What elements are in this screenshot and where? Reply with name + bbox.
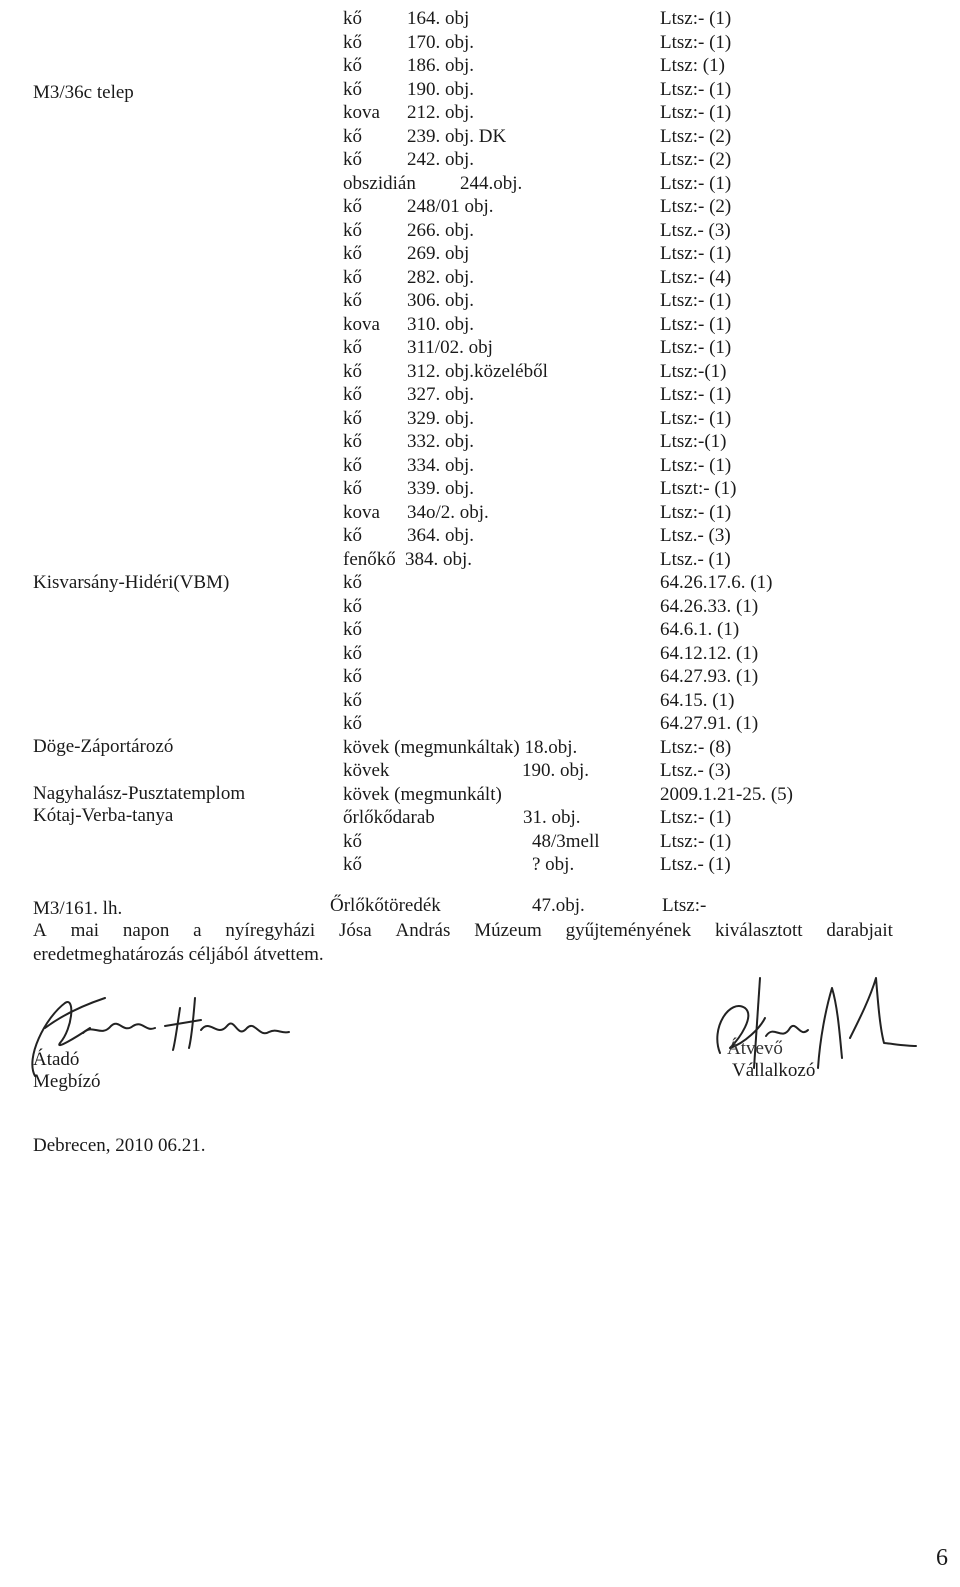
- row-material: kő: [343, 619, 362, 640]
- right-signature-role-1: Átvevő: [727, 1038, 783, 1059]
- row-inventory-code: Ltsz:- (4): [660, 267, 732, 288]
- row-material: kova: [343, 502, 380, 523]
- row-inventory-code: Ltsz:- (1): [660, 314, 732, 335]
- right-signature-role-2: Vállalkozó: [732, 1060, 816, 1081]
- row-inventory-code: Ltsz:- (1): [660, 8, 732, 29]
- row-inventory-code: Ltsz:- (2): [660, 126, 732, 147]
- row-object-number: 239. obj. DK: [407, 126, 507, 147]
- row-inventory-code: Ltsz.- (3): [660, 760, 731, 781]
- statement-line-1: [33, 920, 893, 942]
- row-inventory-code: Ltsz: (1): [660, 55, 725, 76]
- row-inventory-code: Ltsz:- (1): [660, 337, 732, 358]
- statement-word: Múzeum: [474, 920, 542, 941]
- row-object-number: 339. obj.: [407, 478, 475, 499]
- row-inventory-code: 64.27.91. (1): [660, 713, 759, 734]
- row-material: kő: [343, 149, 362, 170]
- row-inventory-code: Ltsz.- (1): [660, 854, 731, 875]
- row-material: kövek (megmunkáltak) 18.obj.: [343, 737, 578, 758]
- row-inventory-code: Ltsz:- (1): [660, 807, 732, 828]
- statement-word: kiválasztott: [715, 920, 803, 941]
- row-object-number: 311/02. obj: [407, 337, 493, 358]
- statement-line-2: eredetmeghatározás céljából átvettem.: [33, 944, 324, 965]
- row-material: fenőkő: [343, 549, 396, 570]
- row-material: kő: [343, 243, 362, 264]
- row-inventory-code: Ltsz:-(1): [660, 361, 727, 382]
- location-doge: Döge-Záportározó: [33, 736, 174, 757]
- row-object-number: 170. obj.: [407, 32, 475, 53]
- row-material: kövek: [343, 760, 390, 781]
- row-material: kő: [343, 854, 362, 875]
- m3-161-material: Őrlőkőtöredék: [330, 895, 441, 916]
- row-object-number: 190. obj.: [522, 760, 590, 781]
- page-number: 6: [936, 1545, 948, 1571]
- row-object-number: 186. obj.: [407, 55, 475, 76]
- row-object-number: 248/01 obj.: [407, 196, 494, 217]
- row-object-number: 164. obj: [407, 8, 470, 29]
- row-material: kő: [343, 525, 362, 546]
- row-material: kő: [343, 32, 362, 53]
- row-inventory-code: 64.6.1. (1): [660, 619, 740, 640]
- left-signature-role-2: Megbízó: [33, 1071, 101, 1092]
- row-material: kövek (megmunkált): [343, 784, 502, 805]
- row-material: kő: [343, 690, 362, 711]
- statement-word: András: [395, 920, 451, 941]
- row-material: kő: [343, 290, 362, 311]
- row-object-number: 48/3mell: [532, 831, 600, 852]
- row-material: kő: [343, 572, 362, 593]
- row-material: kő: [343, 431, 362, 452]
- row-inventory-code: Ltsz:- (1): [660, 384, 732, 405]
- row-material: kő: [343, 596, 362, 617]
- row-object-number: 31. obj.: [523, 807, 581, 828]
- row-inventory-code: 64.12.12. (1): [660, 643, 759, 664]
- row-inventory-code: Ltsz:- (1): [660, 408, 732, 429]
- location-kisvarsany: Kisvarsány-Hidéri(VBM): [33, 572, 230, 593]
- row-material: kő: [343, 361, 362, 382]
- row-material: kő: [343, 713, 362, 734]
- row-inventory-code: Ltsz:- (1): [660, 290, 732, 311]
- row-material: őrlőkődarab: [343, 807, 435, 828]
- row-material: kő: [343, 408, 362, 429]
- row-material: kova: [343, 102, 380, 123]
- row-object-number: 306. obj.: [407, 290, 475, 311]
- row-material: kő: [343, 831, 362, 852]
- row-object-number: 329. obj.: [407, 408, 475, 429]
- m3-161-ltsz: Ltsz:-: [662, 895, 707, 916]
- row-inventory-code: Ltsz:- (2): [660, 196, 732, 217]
- row-object-number: 242. obj.: [407, 149, 475, 170]
- location-nagyhalasz: Nagyhalász-Pusztatemplom: [33, 783, 246, 804]
- row-object-number: 34o/2. obj.: [407, 502, 489, 523]
- row-inventory-code: Ltsz.- (1): [660, 549, 731, 570]
- statement-word: gyűjteményének: [565, 920, 692, 941]
- row-material: kova: [343, 314, 380, 335]
- row-inventory-code: 64.27.93. (1): [660, 666, 759, 687]
- row-material: kő: [343, 384, 362, 405]
- statement-word: Jósa: [338, 920, 372, 941]
- statement-word: A: [33, 920, 47, 941]
- row-object-number: 310. obj.: [407, 314, 475, 335]
- statement-word: a: [193, 920, 202, 941]
- location-kotaj: Kótaj-Verba-tanya: [33, 805, 174, 826]
- statement-word: nyíregyházi: [225, 920, 316, 941]
- row-inventory-code: Ltsz:- (1): [660, 243, 732, 264]
- left-signature-role-1: Átadó: [33, 1049, 80, 1070]
- row-material: kő: [343, 455, 362, 476]
- row-object-number: 332. obj.: [407, 431, 475, 452]
- location-m3-161: M3/161. lh.: [33, 898, 123, 919]
- row-inventory-code: Ltsz:-(1): [660, 431, 727, 452]
- row-object-number: 327. obj.: [407, 384, 475, 405]
- place-and-date: Debrecen, 2010 06.21.: [33, 1135, 206, 1156]
- row-inventory-code: Ltsz.- (3): [660, 220, 731, 241]
- row-material: kő: [343, 337, 362, 358]
- row-inventory-code: Ltsz:- (1): [660, 173, 732, 194]
- statement-word: mai: [70, 920, 100, 941]
- row-inventory-code: Ltsz:- (1): [660, 455, 732, 476]
- row-object-number: 312. obj.közeléből: [407, 361, 548, 382]
- row-material: kő: [343, 126, 362, 147]
- row-object-number: 334. obj.: [407, 455, 475, 476]
- m3-161-obj: 47.obj.: [532, 895, 585, 916]
- row-object-number: ? obj.: [532, 854, 575, 875]
- location-m3-36c: M3/36c telep: [33, 82, 134, 103]
- row-material: kő: [343, 220, 362, 241]
- row-material: kő: [343, 196, 362, 217]
- row-object-number: 244.obj.: [460, 173, 523, 194]
- row-object-number: 364. obj.: [407, 525, 475, 546]
- statement-word: napon: [122, 920, 170, 941]
- row-object-number: 269. obj: [407, 243, 470, 264]
- row-inventory-code: Ltszt:- (1): [660, 478, 737, 499]
- row-inventory-code: Ltsz:- (1): [660, 502, 732, 523]
- row-inventory-code: 2009.1.21-25. (5): [660, 784, 793, 805]
- row-inventory-code: Ltsz:- (1): [660, 79, 732, 100]
- row-object-number: 282. obj.: [407, 267, 475, 288]
- row-material: kő: [343, 643, 362, 664]
- row-object-number: 384. obj.: [405, 549, 473, 570]
- row-inventory-code: 64.15. (1): [660, 690, 735, 711]
- row-material: obszidián: [343, 173, 416, 194]
- row-material: kő: [343, 55, 362, 76]
- row-material: kő: [343, 478, 362, 499]
- row-inventory-code: Ltsz:- (1): [660, 102, 732, 123]
- row-material: kő: [343, 79, 362, 100]
- row-inventory-code: Ltsz:- (8): [660, 737, 732, 758]
- row-inventory-code: 64.26.17.6. (1): [660, 572, 773, 593]
- row-object-number: 190. obj.: [407, 79, 475, 100]
- statement-word: darabjait: [826, 920, 893, 941]
- row-object-number: 266. obj.: [407, 220, 475, 241]
- row-material: kő: [343, 8, 362, 29]
- row-inventory-code: Ltsz:- (1): [660, 32, 732, 53]
- row-inventory-code: Ltsz.- (3): [660, 525, 731, 546]
- row-inventory-code: Ltsz:- (2): [660, 149, 732, 170]
- row-object-number: 212. obj.: [407, 102, 475, 123]
- row-inventory-code: Ltsz:- (1): [660, 831, 732, 852]
- row-material: kő: [343, 666, 362, 687]
- row-inventory-code: 64.26.33. (1): [660, 596, 759, 617]
- row-material: kő: [343, 267, 362, 288]
